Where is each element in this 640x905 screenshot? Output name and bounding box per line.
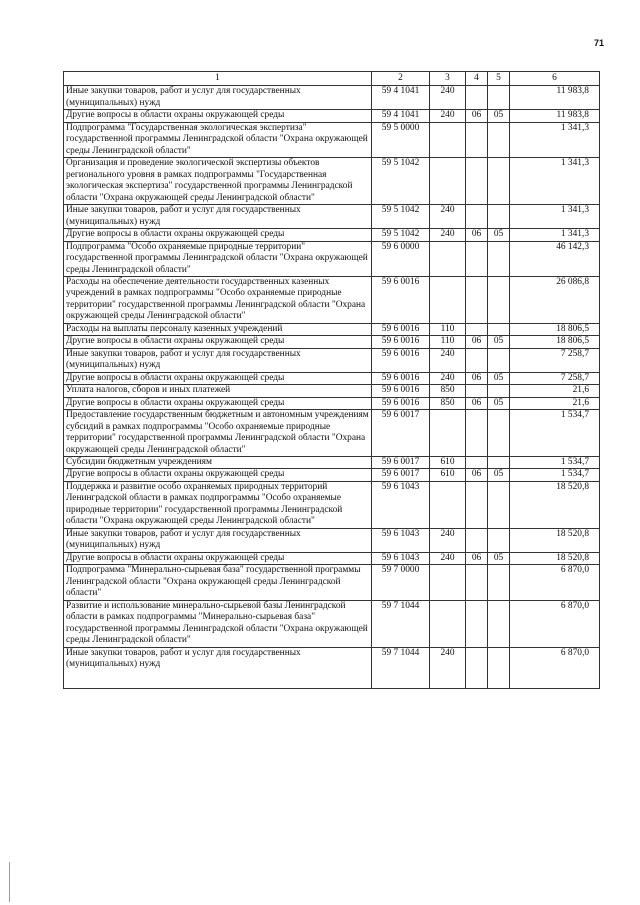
row-amount-cell: 1 341,3 <box>510 205 600 229</box>
row-code-cell: 59 6 0016 <box>372 336 430 348</box>
column-header: 6 <box>510 72 600 86</box>
row-name-cell: Подпрограмма "Особо охраняемые природные территории" государственной программы Ленинградской области "Охрана окружающей среды Ленинградской области" <box>64 241 372 276</box>
row-code-cell: 59 6 1043 <box>372 528 430 552</box>
scan-edge-mark <box>9 862 10 902</box>
row-code-cell: 59 6 0016 <box>372 397 430 409</box>
row-code-cell: 59 6 1043 <box>372 481 430 528</box>
row-expense-type-cell: 610 <box>430 457 466 469</box>
table-row <box>64 385 600 397</box>
row-name-cell: Иные закупки товаров, работ и услуг для государственных (муниципальных) нужд <box>64 647 372 688</box>
row-expense-type-cell <box>430 122 466 157</box>
row-name-cell: Другие вопросы в области охраны окружающей среды <box>64 336 372 348</box>
row-subsection-cell <box>488 158 510 205</box>
row-subsection-cell <box>488 385 510 397</box>
row-subsection-cell: 05 <box>488 110 510 122</box>
column-header: 2 <box>372 72 430 86</box>
row-subsection-cell <box>488 205 510 229</box>
row-amount-cell: 18 520,8 <box>510 481 600 528</box>
row-name-cell: Иные закупки товаров, работ и услуг для государственных (муниципальных) нужд <box>64 528 372 552</box>
row-subsection-cell <box>488 276 510 323</box>
row-code-cell: 59 6 0016 <box>372 348 430 372</box>
row-code-cell: 59 4 1041 <box>372 86 430 110</box>
row-code-cell: 59 4 1041 <box>372 110 430 122</box>
row-name-cell: Иные закупки товаров, работ и услуг для государственных (муниципальных) нужд <box>64 205 372 229</box>
row-expense-type-cell <box>430 410 466 457</box>
row-subsection-cell <box>488 323 510 335</box>
row-code-cell: 59 6 0016 <box>372 385 430 397</box>
row-code-cell: 59 5 1042 <box>372 205 430 229</box>
row-amount-cell: 1 534,7 <box>510 469 600 481</box>
row-subsection-cell: 05 <box>488 372 510 384</box>
row-name-cell: Другие вопросы в области охраны окружающей среды <box>64 469 372 481</box>
row-subsection-cell <box>488 481 510 528</box>
table-row <box>64 122 600 157</box>
table-row <box>64 600 600 647</box>
table-row <box>64 205 600 229</box>
row-section-cell <box>466 158 488 205</box>
row-amount-cell: 1 534,7 <box>510 410 600 457</box>
row-expense-type-cell: 610 <box>430 469 466 481</box>
row-name-cell: Другие вопросы в области охраны окружающей среды <box>64 397 372 409</box>
row-subsection-cell <box>488 241 510 276</box>
row-expense-type-cell: 240 <box>430 552 466 564</box>
row-amount-cell: 18 806,5 <box>510 323 600 335</box>
row-code-cell: 59 5 1042 <box>372 158 430 205</box>
row-subsection-cell <box>488 565 510 600</box>
row-amount-cell: 1 341,3 <box>510 229 600 241</box>
column-header: 4 <box>466 72 488 86</box>
row-expense-type-cell <box>430 481 466 528</box>
table-row <box>64 158 600 205</box>
row-name-cell: Другие вопросы в области охраны окружающей среды <box>64 110 372 122</box>
row-subsection-cell <box>488 528 510 552</box>
row-name-cell: Подпрограмма "Минерально-сырьевая база" государственной программы Ленинградской области "Охрана окружающей среды Ленинградской области" <box>64 565 372 600</box>
row-code-cell: 59 6 0017 <box>372 457 430 469</box>
row-name-cell: Организация и проведение экологической экспертизы объектов регионального уровня в рамках подпрограммы "Государственная экологическая экспертиза" государственной программы Ленинградской области "Охрана окружающей среды Ленинградской области" <box>64 158 372 205</box>
row-expense-type-cell <box>430 158 466 205</box>
row-section-cell: 06 <box>466 336 488 348</box>
row-amount-cell: 7 258,7 <box>510 372 600 384</box>
row-amount-cell: 6 870,0 <box>510 565 600 600</box>
row-section-cell: 06 <box>466 110 488 122</box>
table-row <box>64 469 600 481</box>
table-row <box>64 276 600 323</box>
table-row <box>64 323 600 335</box>
row-expense-type-cell: 240 <box>430 110 466 122</box>
column-header: 5 <box>488 72 510 86</box>
row-name-cell: Другие вопросы в области охраны окружающей среды <box>64 229 372 241</box>
row-amount-cell: 1 534,7 <box>510 457 600 469</box>
row-name-cell: Расходы на обеспечение деятельности государственных казенных учреждений в рамках подпрограммы "Особо охраняемые природные территории" государственной программы Ленинградской области "Охрана окружающей среды Ленинградской области" <box>64 276 372 323</box>
row-amount-cell: 7 258,7 <box>510 348 600 372</box>
row-amount-cell: 21,6 <box>510 397 600 409</box>
row-section-cell <box>466 528 488 552</box>
row-section-cell <box>466 565 488 600</box>
table-row <box>64 86 600 110</box>
row-subsection-cell <box>488 647 510 688</box>
budget-table <box>63 71 600 689</box>
table-row <box>64 229 600 241</box>
row-amount-cell: 18 806,5 <box>510 336 600 348</box>
row-name-cell: Уплата налогов, сборов и иных платежей <box>64 385 372 397</box>
table-row <box>64 110 600 122</box>
table-row <box>64 348 600 372</box>
row-subsection-cell <box>488 410 510 457</box>
row-expense-type-cell: 110 <box>430 336 466 348</box>
table-row <box>64 481 600 528</box>
row-section-cell <box>466 481 488 528</box>
row-code-cell: 59 6 0016 <box>372 372 430 384</box>
row-expense-type-cell <box>430 565 466 600</box>
row-expense-type-cell: 850 <box>430 385 466 397</box>
row-code-cell: 59 6 0017 <box>372 469 430 481</box>
row-code-cell: 59 7 1044 <box>372 600 430 647</box>
column-header: 1 <box>64 72 372 86</box>
row-section-cell: 06 <box>466 397 488 409</box>
row-expense-type-cell: 240 <box>430 647 466 688</box>
row-expense-type-cell <box>430 241 466 276</box>
page-number: 71 <box>593 38 604 48</box>
row-section-cell: 06 <box>466 469 488 481</box>
row-code-cell: 59 6 0016 <box>372 323 430 335</box>
table-row <box>64 397 600 409</box>
row-expense-type-cell: 240 <box>430 348 466 372</box>
row-section-cell: 06 <box>466 552 488 564</box>
table-row <box>64 552 600 564</box>
row-subsection-cell: 05 <box>488 397 510 409</box>
row-subsection-cell: 05 <box>488 336 510 348</box>
row-expense-type-cell: 110 <box>430 323 466 335</box>
row-amount-cell: 26 086,8 <box>510 276 600 323</box>
row-section-cell <box>466 86 488 110</box>
row-amount-cell: 11 983,8 <box>510 86 600 110</box>
row-name-cell: Иные закупки товаров, работ и услуг для государственных (муниципальных) нужд <box>64 348 372 372</box>
row-section-cell <box>466 323 488 335</box>
row-name-cell: Развитие и использование минерально-сырьевой базы Ленинградской области в рамках подпрограммы "Минерально-сырьевая база" государственной программы Ленинградской области "Охрана окружающей среды Ленинградской области" <box>64 600 372 647</box>
row-section-cell <box>466 276 488 323</box>
row-subsection-cell <box>488 457 510 469</box>
row-section-cell: 06 <box>466 372 488 384</box>
row-expense-type-cell: 240 <box>430 229 466 241</box>
row-section-cell <box>466 410 488 457</box>
row-name-cell: Поддержка и развитие особо охраняемых природных территорий Ленинградской области в рамках подпрограммы "Особо охраняемые природные территории" государственной программы Ленинградской области "Охрана окружающей среды Ленинградской области" <box>64 481 372 528</box>
row-section-cell <box>466 600 488 647</box>
table-row <box>64 457 600 469</box>
row-name-cell: Расходы на выплаты персоналу казенных учреждений <box>64 323 372 335</box>
row-name-cell: Субсидии бюджетным учреждениям <box>64 457 372 469</box>
row-subsection-cell <box>488 600 510 647</box>
row-code-cell: 59 6 0017 <box>372 410 430 457</box>
row-name-cell: Предоставление государственным бюджетным и автономным учреждениям субсидий в рамках подпрограммы "Особо охраняемые природные территории" государственной программы Ленинградской области "Охрана окружающей среды Ленинградской области" <box>64 410 372 457</box>
row-amount-cell: 6 870,0 <box>510 647 600 688</box>
table-row <box>64 647 600 688</box>
row-subsection-cell: 05 <box>488 552 510 564</box>
row-code-cell: 59 7 1044 <box>372 647 430 688</box>
row-section-cell <box>466 122 488 157</box>
row-code-cell: 59 6 0000 <box>372 241 430 276</box>
row-expense-type-cell: 240 <box>430 86 466 110</box>
row-name-cell: Иные закупки товаров, работ и услуг для государственных (муниципальных) нужд <box>64 86 372 110</box>
row-section-cell <box>466 647 488 688</box>
row-section-cell <box>466 348 488 372</box>
row-amount-cell: 18 520,8 <box>510 552 600 564</box>
row-code-cell: 59 7 0000 <box>372 565 430 600</box>
row-amount-cell: 21,6 <box>510 385 600 397</box>
row-expense-type-cell <box>430 600 466 647</box>
table-body <box>64 86 600 688</box>
row-amount-cell: 46 142,3 <box>510 241 600 276</box>
row-subsection-cell <box>488 86 510 110</box>
column-header: 3 <box>430 72 466 86</box>
table-row <box>64 410 600 457</box>
row-amount-cell: 1 341,3 <box>510 158 600 205</box>
row-section-cell: 06 <box>466 229 488 241</box>
row-expense-type-cell <box>430 276 466 323</box>
row-amount-cell: 11 983,8 <box>510 110 600 122</box>
table-row <box>64 336 600 348</box>
table-row <box>64 565 600 600</box>
table-row <box>64 372 600 384</box>
row-subsection-cell <box>488 348 510 372</box>
row-name-cell: Другие вопросы в области охраны окружающей среды <box>64 552 372 564</box>
row-amount-cell: 6 870,0 <box>510 600 600 647</box>
row-amount-cell: 18 520,8 <box>510 528 600 552</box>
row-expense-type-cell: 240 <box>430 372 466 384</box>
row-amount-cell: 1 341,3 <box>510 122 600 157</box>
row-expense-type-cell: 240 <box>430 205 466 229</box>
row-section-cell <box>466 205 488 229</box>
row-code-cell: 59 6 0016 <box>372 276 430 323</box>
row-subsection-cell: 05 <box>488 469 510 481</box>
row-name-cell: Подпрограмма "Государственная экологическая экспертиза" государственной программы Ленинградской области "Охрана окружающей среды Ленинградской области" <box>64 122 372 157</box>
table-header-row <box>64 72 600 86</box>
row-code-cell: 59 5 0000 <box>372 122 430 157</box>
table-row <box>64 528 600 552</box>
row-section-cell <box>466 241 488 276</box>
row-section-cell <box>466 385 488 397</box>
row-section-cell <box>466 457 488 469</box>
table-row <box>64 241 600 276</box>
row-name-cell: Другие вопросы в области охраны окружающей среды <box>64 372 372 384</box>
row-expense-type-cell: 850 <box>430 397 466 409</box>
row-code-cell: 59 6 1043 <box>372 552 430 564</box>
row-subsection-cell <box>488 122 510 157</box>
row-code-cell: 59 5 1042 <box>372 229 430 241</box>
row-expense-type-cell: 240 <box>430 528 466 552</box>
row-subsection-cell: 05 <box>488 229 510 241</box>
